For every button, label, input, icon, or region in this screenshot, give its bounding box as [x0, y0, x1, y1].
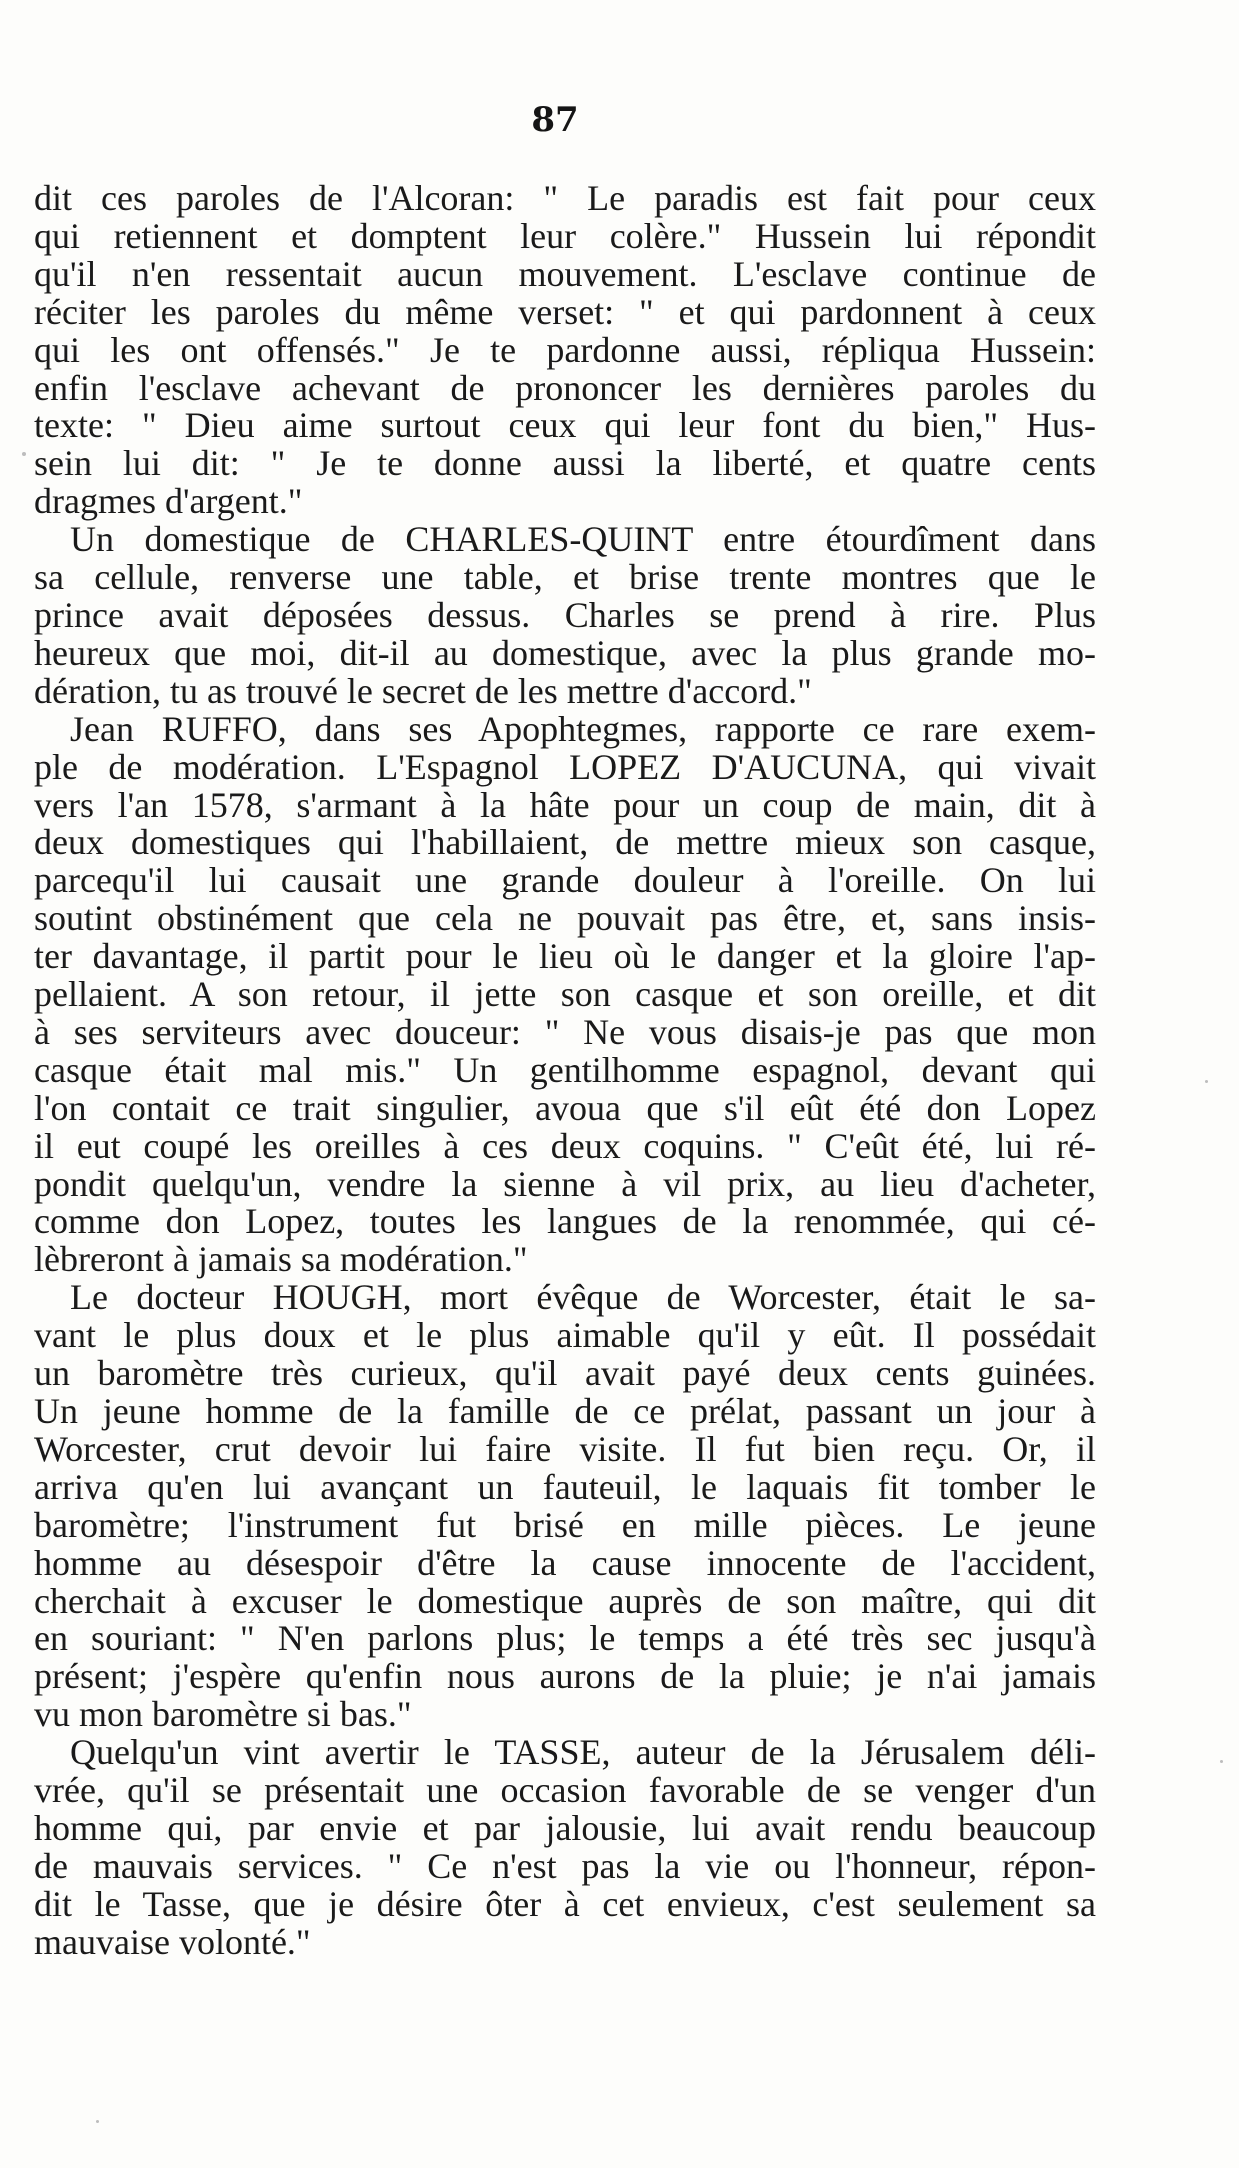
text-line: un baromètre très curieux, qu'il avait payé deux cents guinées. — [34, 1353, 1096, 1394]
text-line: qu'il n'en ressentait aucun mouvement. L'esclave continue de — [34, 253, 1096, 294]
text-line: lèbreront à jamais sa modération." — [34, 1239, 528, 1280]
text-line: l'on contait ce trait singulier, avoua que s'il eût été don Lopez — [34, 1087, 1096, 1128]
text-line: baromètre; l'instrument fut brisé en mille pièces. Le jeune — [34, 1504, 1096, 1545]
text-line: parcequ'il lui causait une grande douleur à l'oreille. On lui — [34, 860, 1096, 901]
text-line: comme don Lopez, toutes les langues de la renommée, qui cé- — [34, 1201, 1096, 1242]
text-line: Quelqu'un vint avertir le TASSE, auteur de la Jérusalem déli- — [70, 1732, 1096, 1773]
text-line: soutint obstinément que cela ne pouvait pas être, et, sans insis- — [34, 898, 1096, 939]
text-line: prince avait déposées dessus. Charles se prend à rire. Plus — [34, 594, 1096, 635]
paper-speck — [96, 2120, 99, 2123]
text-line: homme au désespoir d'être la cause innocente de l'accident, — [34, 1542, 1096, 1583]
text-line: en souriant: " N'en parlons plus; le temps a été très sec jusqu'à — [34, 1618, 1096, 1659]
text-line: sa cellule, renverse une table, et brise trente montres que le — [34, 557, 1096, 598]
text-line: pondit quelqu'un, vendre la sienne à vil prix, au lieu d'acheter, — [34, 1163, 1096, 1204]
text-line: dragmes d'argent." — [34, 481, 303, 522]
text-line: cherchait à excuser le domestique auprès de son maître, qui dit — [34, 1580, 1096, 1621]
text-line: dit le Tasse, que je désire ôter à cet envieux, c'est seulement sa — [34, 1883, 1096, 1924]
paper-speck — [1220, 1760, 1223, 1763]
text-line: dit ces paroles de l'Alcoran: " Le paradis est fait pour ceux — [34, 178, 1096, 218]
text-line: homme qui, par envie et par jalousie, lui avait rendu beaucoup — [34, 1807, 1096, 1848]
text-line: texte: " Dieu aime surtout ceux qui leur font du bien," Hus- — [34, 405, 1096, 446]
text-line: casque était mal mis." Un gentilhomme espagnol, devant qui — [34, 1049, 1096, 1090]
page-number: 87 — [531, 100, 579, 140]
text-line: qui retiennent et domptent leur colère." Hussein lui répondit — [34, 215, 1096, 256]
text-line: Worcester, crut devoir lui faire visite. Il fut bien reçu. Or, il — [34, 1428, 1096, 1469]
text-line: qui les ont offensés." Je te pardonne aussi, répliqua Hussein: — [34, 329, 1096, 370]
text-line: pellaient. A son retour, il jette son casque et son oreille, et dit — [34, 974, 1096, 1015]
body-text — [34, 180, 1096, 1962]
text-line: arriva qu'en lui avançant un fauteuil, le laquais fit tomber le — [34, 1466, 1096, 1507]
text-line: vant le plus doux et le plus aimable qu'il y eût. Il possédait — [34, 1315, 1096, 1356]
text-line: mauvaise volonté." — [34, 1921, 311, 1962]
paragraph-2 — [34, 521, 1096, 711]
text-line: Un jeune homme de la famille de ce prélat, passant un jour à — [34, 1391, 1096, 1431]
text-line: Un domestique de CHARLES-QUINT entre étourdîment dans — [70, 519, 1096, 560]
text-line: enfin l'esclave achevant de prononcer les dernières paroles du — [34, 367, 1096, 408]
text-line: ple de modération. L'Espagnol LOPEZ D'AUCUNA, qui vivait — [34, 746, 1096, 787]
text-line: il eut coupé les oreilles à ces deux coquins. " C'eût été, lui ré- — [34, 1125, 1096, 1166]
paragraph-4 — [34, 1279, 1096, 1734]
text-line: Le docteur HOUGH, mort évêque de Worcester, était le sa- — [70, 1277, 1096, 1318]
text-line: à ses serviteurs avec douceur: " Ne vous disais-je pas que mon — [34, 1011, 1096, 1052]
text-line: vrée, qu'il se présentait une occasion favorable de se venger d'un — [34, 1770, 1096, 1811]
text-line: vu mon baromètre si bas." — [34, 1694, 412, 1735]
text-line: Jean RUFFO, dans ses Apophtegmes, rapporte ce rare exem- — [70, 708, 1096, 749]
text-line: de mauvais services. " Ce n'est pas la vie ou l'honneur, répon- — [34, 1845, 1096, 1886]
paragraph-5 — [34, 1734, 1096, 1961]
paper-speck — [1205, 1080, 1208, 1083]
text-line: ter davantage, il partit pour le lieu où le danger et la gloire l'ap- — [34, 936, 1096, 977]
text-line: vers l'an 1578, s'armant à la hâte pour un coup de main, dit à — [34, 784, 1096, 825]
paragraph-1 — [34, 180, 1096, 521]
text-line: sein lui dit: " Je te donne aussi la liberté, et quatre cents — [34, 443, 1096, 484]
paper-speck — [22, 452, 26, 456]
text-line: heureux que moi, dit-il au domestique, avec la plus grande mo- — [34, 632, 1096, 673]
text-line: deux domestiques qui l'habillaient, de mettre mieux son casque, — [34, 822, 1096, 863]
text-line: présent; j'espère qu'enfin nous aurons de la pluie; je n'ai jamais — [34, 1656, 1096, 1697]
text-line: dération, tu as trouvé le secret de les mettre d'accord." — [34, 670, 812, 711]
paragraph-3 — [34, 708, 1096, 1280]
text-line: réciter les paroles du même verset: " et qui pardonnent à ceux — [34, 291, 1096, 332]
